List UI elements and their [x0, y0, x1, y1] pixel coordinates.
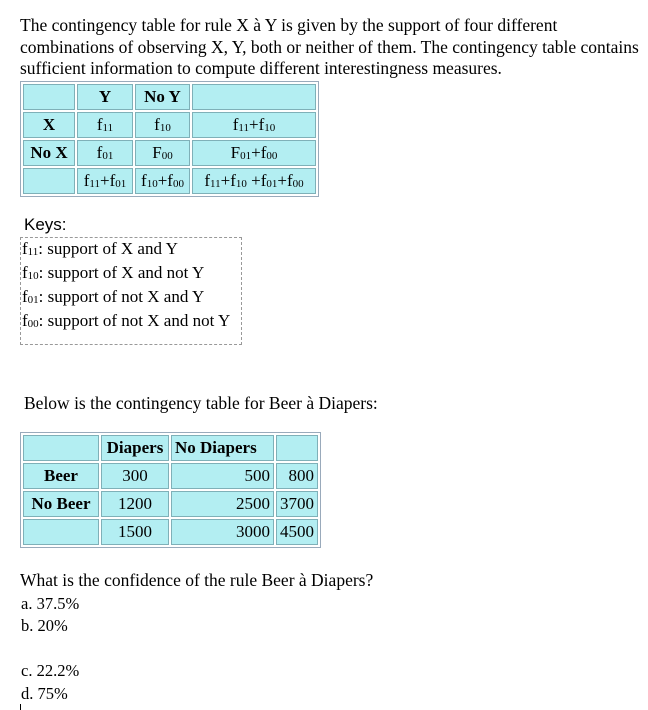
row-label-no-x: No X: [23, 140, 75, 166]
cell-f00: F00: [135, 140, 190, 166]
table-cell-empty: [23, 168, 75, 194]
keys-box: [20, 237, 242, 345]
key-item-f00: f00: support of not X and not Y: [22, 311, 231, 330]
key-item-f01: f01: support of not X and Y: [22, 287, 205, 306]
table-header-row: [23, 435, 318, 461]
cell-col-total-y: f11+f01: [77, 168, 133, 194]
cell-no-beer-total: 3700: [276, 491, 318, 517]
question-text: What is the confidence of the rule Beer à Diapers?: [20, 570, 374, 590]
keys-title: Keys:: [24, 215, 67, 234]
table-cell-empty: [23, 435, 99, 461]
row-label-no-beer: No Beer: [23, 491, 99, 517]
header-diapers: Diapers: [101, 435, 169, 461]
contingency-table-beer-diapers: [20, 432, 321, 548]
answer-option-a[interactable]: a. 37.5%: [21, 594, 80, 613]
table-row-beer: [23, 463, 318, 489]
table-cell-empty: [23, 519, 99, 545]
row-label-x: X: [23, 112, 75, 138]
intro-paragraph: The contingency table for rule X à Y is given by the support of four different combinations of observing X, Y, both or neither of them. The contingency table contains sufficient information to compute different interestingness measures.: [20, 15, 639, 78]
table-row-x: [23, 112, 316, 138]
table-total-row: [23, 519, 318, 545]
answer-option-b[interactable]: b. 20%: [21, 616, 68, 635]
cell-total-diapers: 1500: [101, 519, 169, 545]
key-item-f10: f10: support of X and not Y: [22, 263, 205, 282]
cell-total-no-diapers: 3000: [171, 519, 274, 545]
table-cell-empty: [276, 435, 318, 461]
table-total-row: [23, 168, 316, 194]
table-cell-empty: [23, 84, 75, 110]
answer-option-d[interactable]: d. 75%: [21, 684, 68, 703]
cell-f11: f11: [77, 112, 133, 138]
table-cell-empty: [192, 84, 316, 110]
header-no-y: No Y: [135, 84, 190, 110]
cell-no-beer-no-diapers: 2500: [171, 491, 274, 517]
table-row-no-x: [23, 140, 316, 166]
cell-f10: f10: [135, 112, 190, 138]
key-item-f11: f11: support of X and Y: [22, 239, 178, 258]
table-header-row: [23, 84, 316, 110]
cell-row-total-no-x: F01+f00: [192, 140, 316, 166]
cell-col-total-no-y: f10+f00: [135, 168, 190, 194]
text-cursor: [20, 704, 21, 710]
answer-option-c[interactable]: c. 22.2%: [21, 661, 80, 680]
contingency-table-generic: [20, 81, 319, 197]
cell-beer-diapers: 300: [101, 463, 169, 489]
table-row-no-beer: [23, 491, 318, 517]
header-y: Y: [77, 84, 133, 110]
row-label-beer: Beer: [23, 463, 99, 489]
cell-grand-total: f11+f10 +f01+f00: [192, 168, 316, 194]
cell-row-total-x: f11+f10: [192, 112, 316, 138]
cell-grand-total: 4500: [276, 519, 318, 545]
header-no-diapers: No Diapers: [171, 435, 274, 461]
beer-diapers-intro: Below is the contingency table for Beer à Diapers:: [24, 393, 378, 413]
cell-no-beer-diapers: 1200: [101, 491, 169, 517]
cell-beer-no-diapers: 500: [171, 463, 274, 489]
cell-f01: f01: [77, 140, 133, 166]
cell-beer-total: 800: [276, 463, 318, 489]
